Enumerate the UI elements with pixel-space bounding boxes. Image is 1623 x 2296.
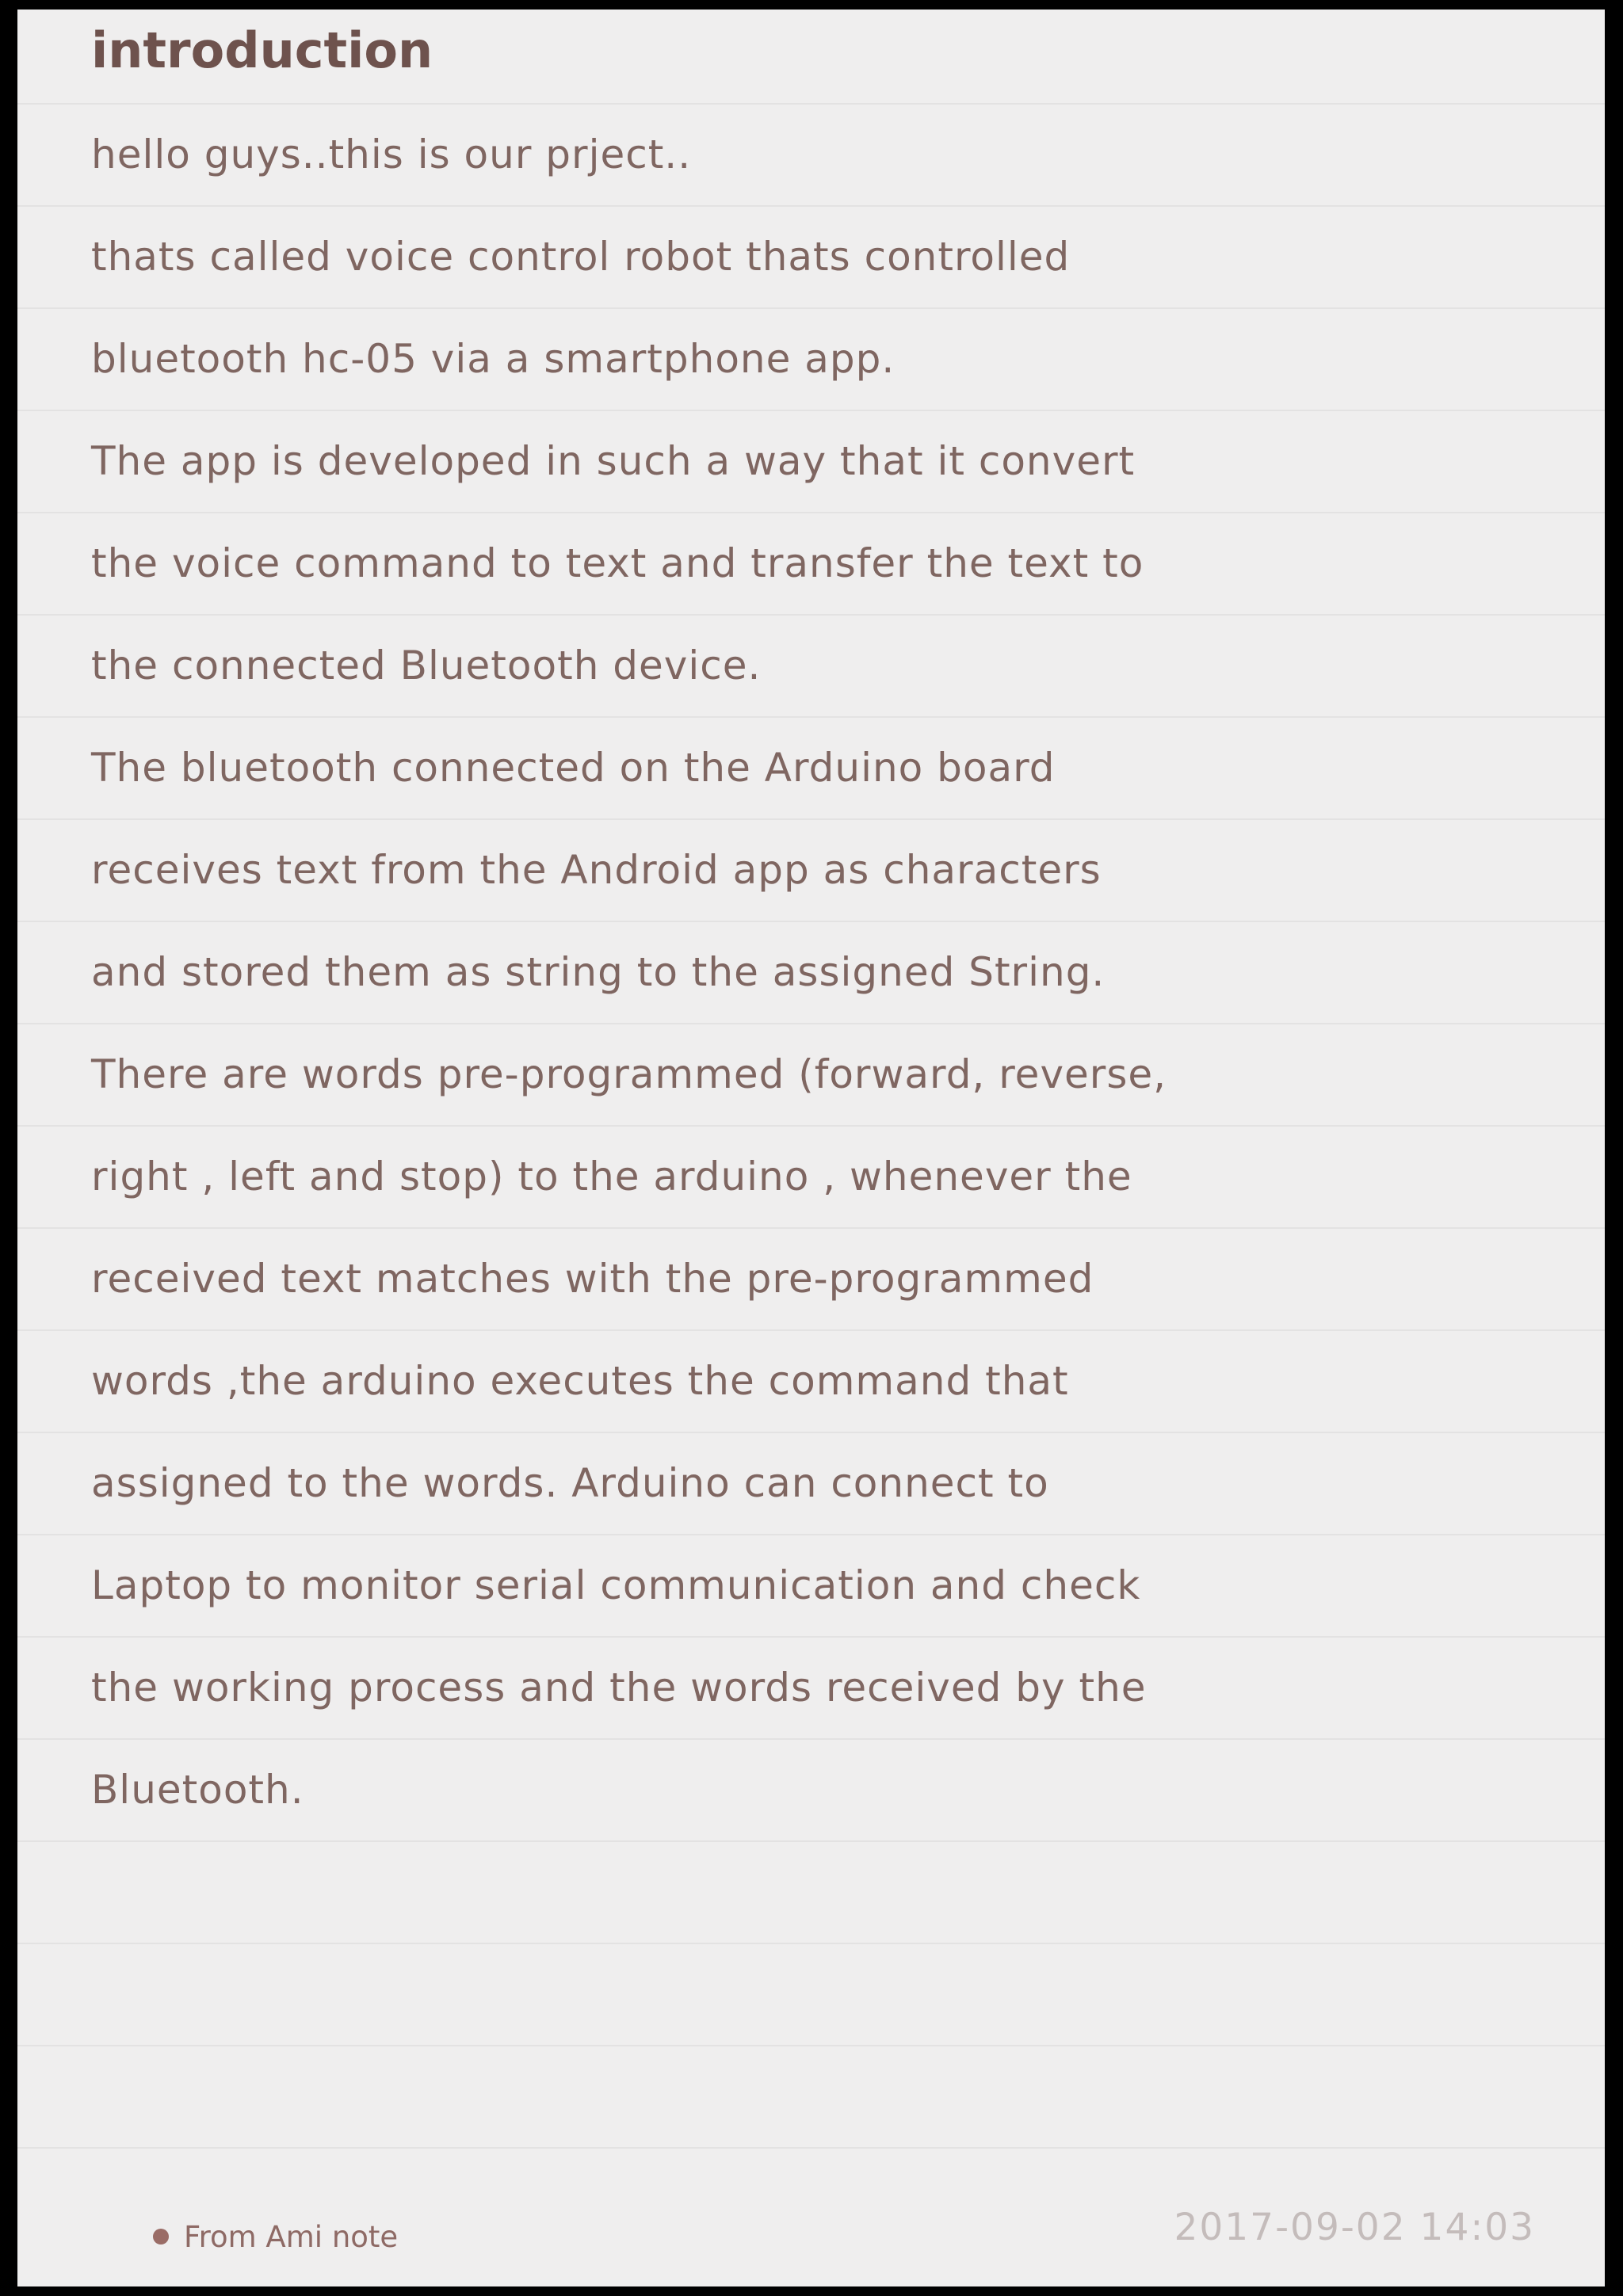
note-line-text: bluetooth hc-05 via a smartphone app. [91, 336, 896, 382]
note-line-text: Laptop to monitor serial communication and check [91, 1562, 1141, 1608]
bullet-dot-icon [153, 2229, 169, 2245]
note-line-text: Bluetooth. [91, 1767, 304, 1813]
note-line-text: The app is developed in such a way that it convert [91, 438, 1136, 484]
note-line [17, 309, 1605, 411]
note-footer [17, 2166, 1605, 2261]
note-line [17, 105, 1605, 207]
note-line-text: The bluetooth connected on the Arduino board [91, 745, 1056, 791]
note-line [17, 616, 1605, 718]
note-line-text: the voice command to text and transfer the text to [91, 540, 1144, 586]
note-line-text: There are words pre-programmed (forward, reverse, [91, 1051, 1167, 1097]
note-line-text: the working process and the words received by the [91, 1665, 1147, 1711]
note-line [17, 1433, 1605, 1535]
note-line [17, 922, 1605, 1024]
note-line [17, 1331, 1605, 1433]
source-label: From Ami note [184, 2220, 399, 2254]
note-line [17, 1024, 1605, 1127]
note-line-text: and stored them as string to the assigned String. [91, 949, 1106, 995]
note-line-text: thats called voice control robot thats controlled [91, 234, 1071, 280]
note-page [17, 10, 1605, 2286]
note-line-text: words ,the arduino executes the command that [91, 1358, 1069, 1404]
note-line [17, 1740, 1605, 1842]
note-timestamp: 2017-09-02 14:03 [1174, 2206, 1535, 2249]
note-line-text: the connected Bluetooth device. [91, 643, 762, 688]
note-line [17, 1944, 1605, 2046]
note-line-text: receives text from the Android app as characters [91, 847, 1102, 893]
note-line [17, 1127, 1605, 1229]
note-line [17, 411, 1605, 513]
note-line [17, 2046, 1605, 2149]
note-line [17, 1229, 1605, 1331]
note-title[interactable]: introduction [91, 21, 433, 79]
note-line [17, 513, 1605, 616]
note-body[interactable] [17, 105, 1605, 2149]
title-row [17, 10, 1605, 105]
note-line [17, 718, 1605, 820]
note-line-text: right , left and stop) to the arduino , whenever the [91, 1154, 1132, 1199]
note-line [17, 207, 1605, 309]
note-line [17, 1535, 1605, 1638]
note-line [17, 820, 1605, 922]
note-line [17, 1638, 1605, 1740]
note-line-text: assigned to the words. Arduino can connect to [91, 1460, 1049, 1506]
note-line-text: hello guys..this is our prject.. [91, 132, 692, 177]
note-line-text: received text matches with the pre-programmed [91, 1256, 1094, 1302]
note-line [17, 1842, 1605, 1944]
